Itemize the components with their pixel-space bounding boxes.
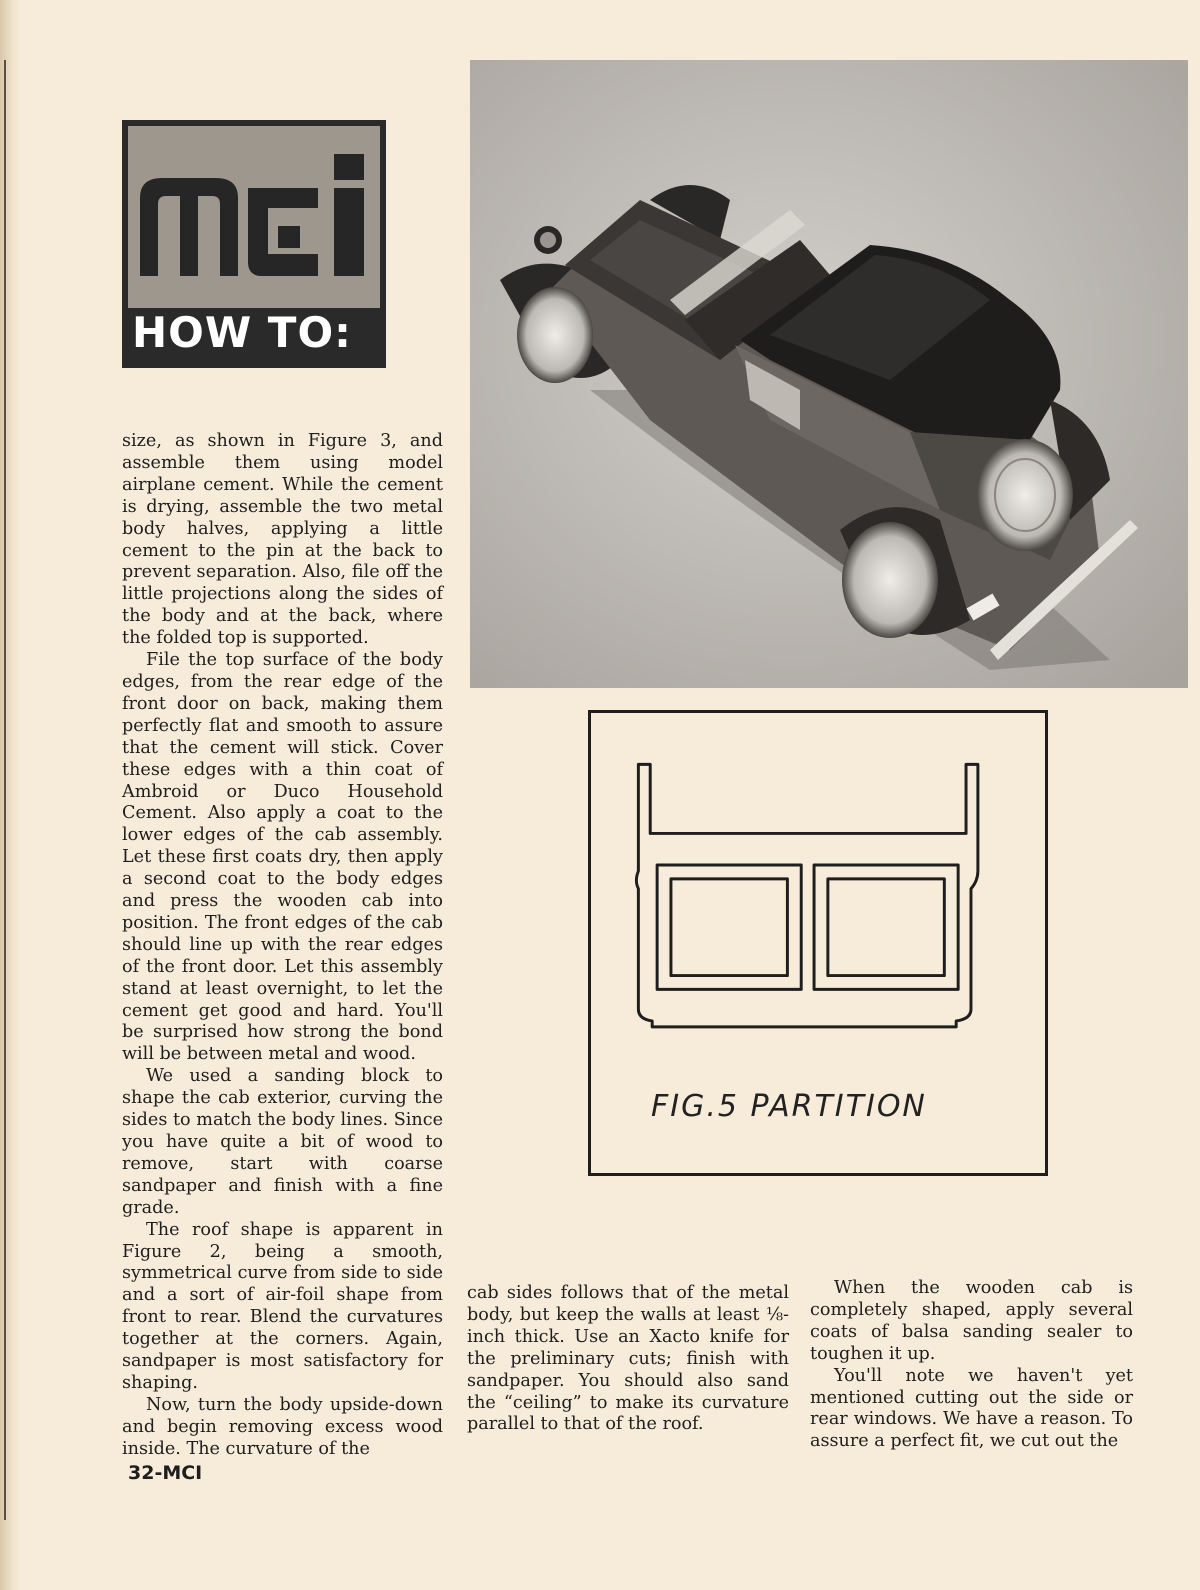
article-column-left: [122, 431, 443, 1461]
model-car-photo: [470, 60, 1188, 688]
paragraph: File the top surface of the body edges, from the rear edge of the front door on back, making them perfectly flat and smooth to assure that the cement will stick. Cover these edges with a thin coat of Ambroid or Duco Household Cement. Also apply a coat to the lower edges of the cab assembly. Let these first coats dry, then apply a second coat to the body edges and press the wooden cab into position. The front edges of the cab should line up with the rear edges of the front door. Let this assembly stand at least overnight, to let the cement get good and hard. You'll be surprised how strong the bond will be between metal and wood.: [122, 650, 443, 1065]
article-column-middle: [467, 1283, 789, 1436]
how-to-heading: HOW TO:: [132, 308, 352, 357]
paragraph: We used a sanding block to shape the cab exterior, curving the sides to match the body lines. Since you have quite a bit of wood to remove, start with coarse sandpaper and finish with a fine grade.: [122, 1066, 443, 1218]
page-number: 32-MCI: [128, 1462, 203, 1484]
mci-logo-mark-panel: [128, 126, 380, 308]
paragraph: The roof shape is apparent in Figure 2, being a smooth, symmetrical curve from side to side and a sort of air-foil shape from front to rear. Blend the curvatures together at the corners. Again, sandpaper is most satisfactory for shaping.: [122, 1219, 443, 1393]
figure-5-partition: [588, 710, 1048, 1176]
mci-logo-mark: [128, 126, 380, 308]
paragraph: When the wooden cab is completely shaped, apply several coats of balsa sanding sealer to toughen it up.: [810, 1278, 1133, 1364]
figure-caption: FIG.5 PARTITION: [651, 1089, 927, 1124]
paragraph: Now, turn the body upside-down and begin removing excess wood inside. The curvature of the: [122, 1394, 443, 1459]
page-binding-edge: [0, 0, 20, 1590]
paragraph: cab sides follows that of the metal body, but keep the walls at least ⅛-inch thick. Use an Xacto knife for the preliminary cuts; finish with sandpaper. You should also sand the “ceiling” to make its curvature parallel to that of the roof.: [467, 1283, 789, 1435]
paragraph: You'll note we haven't yet mentioned cutting out the side or rear windows. We have a reason. To assure a perfect fit, we cut out the: [810, 1365, 1133, 1452]
article-column-right: [810, 1278, 1133, 1453]
mci-how-to-logo: [122, 120, 386, 368]
paragraph: size, as shown in Figure 3, and assemble them using model airplane cement. While the cement is drying, assemble the two metal body halves, applying a little cement to the pin at the back to prevent separation. Also, file off the little projections along the sides of the body and at the back, where the folded top is supported.: [122, 431, 443, 649]
